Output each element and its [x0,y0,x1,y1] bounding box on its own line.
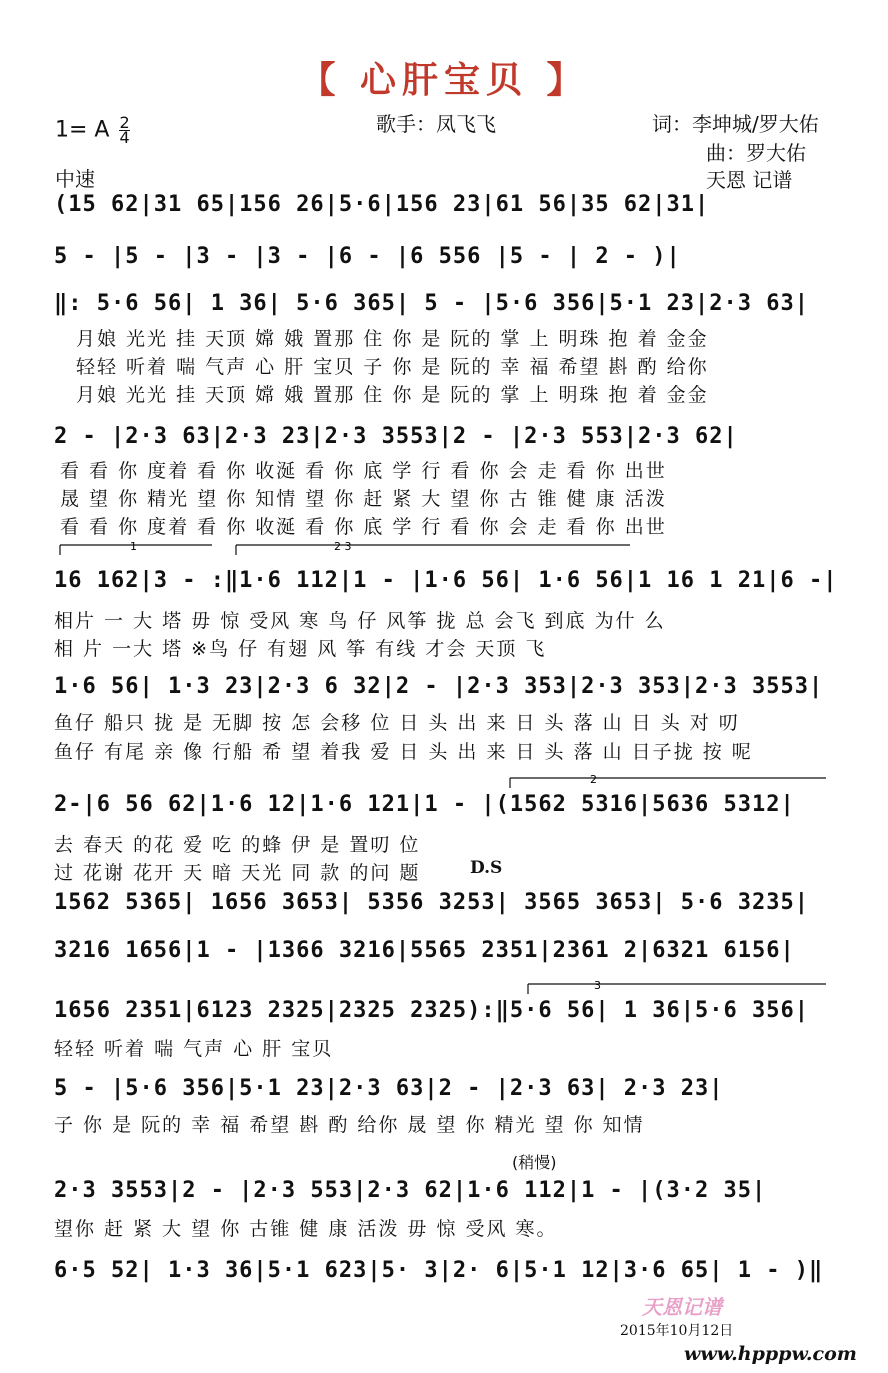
key-label: 1= A [55,117,110,143]
singer: 歌手：凤飞飞 [376,112,496,136]
lyric-row-3-2: 轻轻 听着 喘 气声 心 肝 宝贝 子 你 是 阮的 幸 福 希望 斟 酌 给你 [76,356,709,378]
notation-row-7: 2-|6 56 62|1·6 12|1·6 121|1 - |(1562 5316|5636 5312| [54,792,795,817]
notation-row-5: 16 162|3 - :‖1·6 112|1 - |1·6 56| 1·6 56|1 16 1 21|6 -| [54,568,838,593]
lyric-row-3-1: 月娘 光光 挂 天顶 嫦 娥 置那 住 你 是 阮的 掌 上 明珠 抱 着 金金 [76,328,709,350]
volta-second-third-label: 2 3 [334,540,352,553]
lyric-row-10-1: 轻轻 听着 喘 气声 心 肝 宝贝 [54,1038,334,1060]
lyric-row-11-1: 子 你 是 阮的 幸 福 希望 斟 酌 给你 晟 望 你 精光 望 你 知情 [54,1114,645,1136]
transcription-date: 2015年10月12日 [620,1323,734,1339]
notation-row-4: 2 - |2·3 63|2·3 23|2·3 3553|2 - |2·3 553|2·3 62| [54,424,738,449]
transcriber: 天恩 记谱 [706,168,793,192]
lyric-row-4-2: 晟 望 你 精光 望 你 知情 望 你 赶 紧 大 望 你 古 锥 健 康 活泼 [60,488,667,510]
notation-row-12: 2·3 3553|2 - |2·3 553|2·3 62|1·6 112|1 - |(3·2 35| [54,1178,767,1203]
lyric-row-4-1: 看 看 你 度着 看 你 收涎 看 你 底 学 行 看 你 会 走 看 你 出世 [60,460,667,482]
key-signature [55,113,130,147]
time-top: 2 [119,113,130,132]
volta-bracket-row-10 [0,978,888,998]
notation-row-6: 1·6 56| 1·3 23|2·3 6 32|2 - |2·3 353|2·3 353|2·3 3553| [54,674,824,699]
lyric-row-5-1: 相片 一 大 塔 毋 惊 受风 寒 鸟 仔 风筝 拢 总 会飞 到底 为什 么 [54,610,666,632]
notation-row-3: ‖: 5·6 56| 1 36| 5·6 365| 5 - |5·6 356|5·1 23|2·3 63| [54,291,809,316]
lyric-row-3-3: 月娘 光光 挂 天顶 嫦 娥 置那 住 你 是 阮的 掌 上 明珠 抱 着 金金 [76,384,709,406]
ds-mark: D.S [470,858,503,878]
notation-row-10: 1656 2351|6123 2325|2325 2325):‖5·6 56| 1 36|5·6 356| [54,998,809,1023]
transcriber-stamp: 天恩记谱 [642,1295,722,1319]
volta-brackets-row-5 [0,540,888,560]
lyric-row-6-2: 鱼仔 有尾 亲 像 行船 希 望 着我 爱 日 头 出 来 日 头 落 山 日子拢 按 呢 [54,741,753,763]
tempo-change-mark: (稍慢) [512,1153,557,1172]
lyric-row-4-3: 看 看 你 度着 看 你 收涎 看 你 底 学 行 看 你 会 走 看 你 出世 [60,516,667,538]
tempo-label: 中速 [55,167,95,191]
lyricist: 词：李坤城/罗大佑 [652,112,819,136]
time-bottom: 4 [119,128,130,147]
notation-row-13: 6·5 52| 1·3 36|5·1 623|5· 3|2· 6|5·1 12|3·6 65| 1 - )‖ [54,1258,824,1283]
volta-third-label: 3 [594,979,601,992]
notation-row-11: 5 - |5·6 356|5·1 23|2·3 63|2 - |2·3 63| 2·3 23| [54,1076,724,1101]
notation-row-2: 5 - |5 - |3 - |3 - |6 - |6 556 |5 - | 2 - )| [54,244,681,269]
lyric-row-5-2: 相 片 一大 塔 ※鸟 仔 有翅 风 筝 有线 才会 天顶 飞 [54,638,547,660]
volta-first-label: 1 [130,540,137,553]
lyric-row-7-1: 去 春天 的花 爱 吃 的蜂 伊 是 置叨 位 [54,834,421,856]
notation-row-8: 1562 5365| 1656 3653| 5356 3253| 3565 3653| 5·6 3235| [54,890,809,915]
composer: 曲：罗大佑 [706,141,806,165]
volta-bracket-row-7 [0,772,888,792]
volta-second-label: 2 [590,773,597,786]
lyric-row-7-2: 过 花谢 花开 天 暗 天光 同 款 的问 题 [54,862,421,884]
page-title: 【 心肝宝贝 】 [299,60,589,101]
notation-row-1: (15 62|31 65|156 26|5·6|156 23|61 56|35 62|31| [54,192,710,217]
lyric-row-12-1: 望你 赶 紧 大 望 你 古锥 健 康 活泼 毋 惊 受风 寒。 [54,1218,558,1240]
website-watermark: www.hpppw.com [684,1343,857,1365]
notation-row-9: 3216 1656|1 - |1366 3216|5565 2351|2361 2|6321 6156| [54,938,795,963]
lyric-row-6-1: 鱼仔 船只 拢 是 无脚 按 怎 会移 位 日 头 出 来 日 头 落 山 日 头 对 叨 [54,712,740,734]
